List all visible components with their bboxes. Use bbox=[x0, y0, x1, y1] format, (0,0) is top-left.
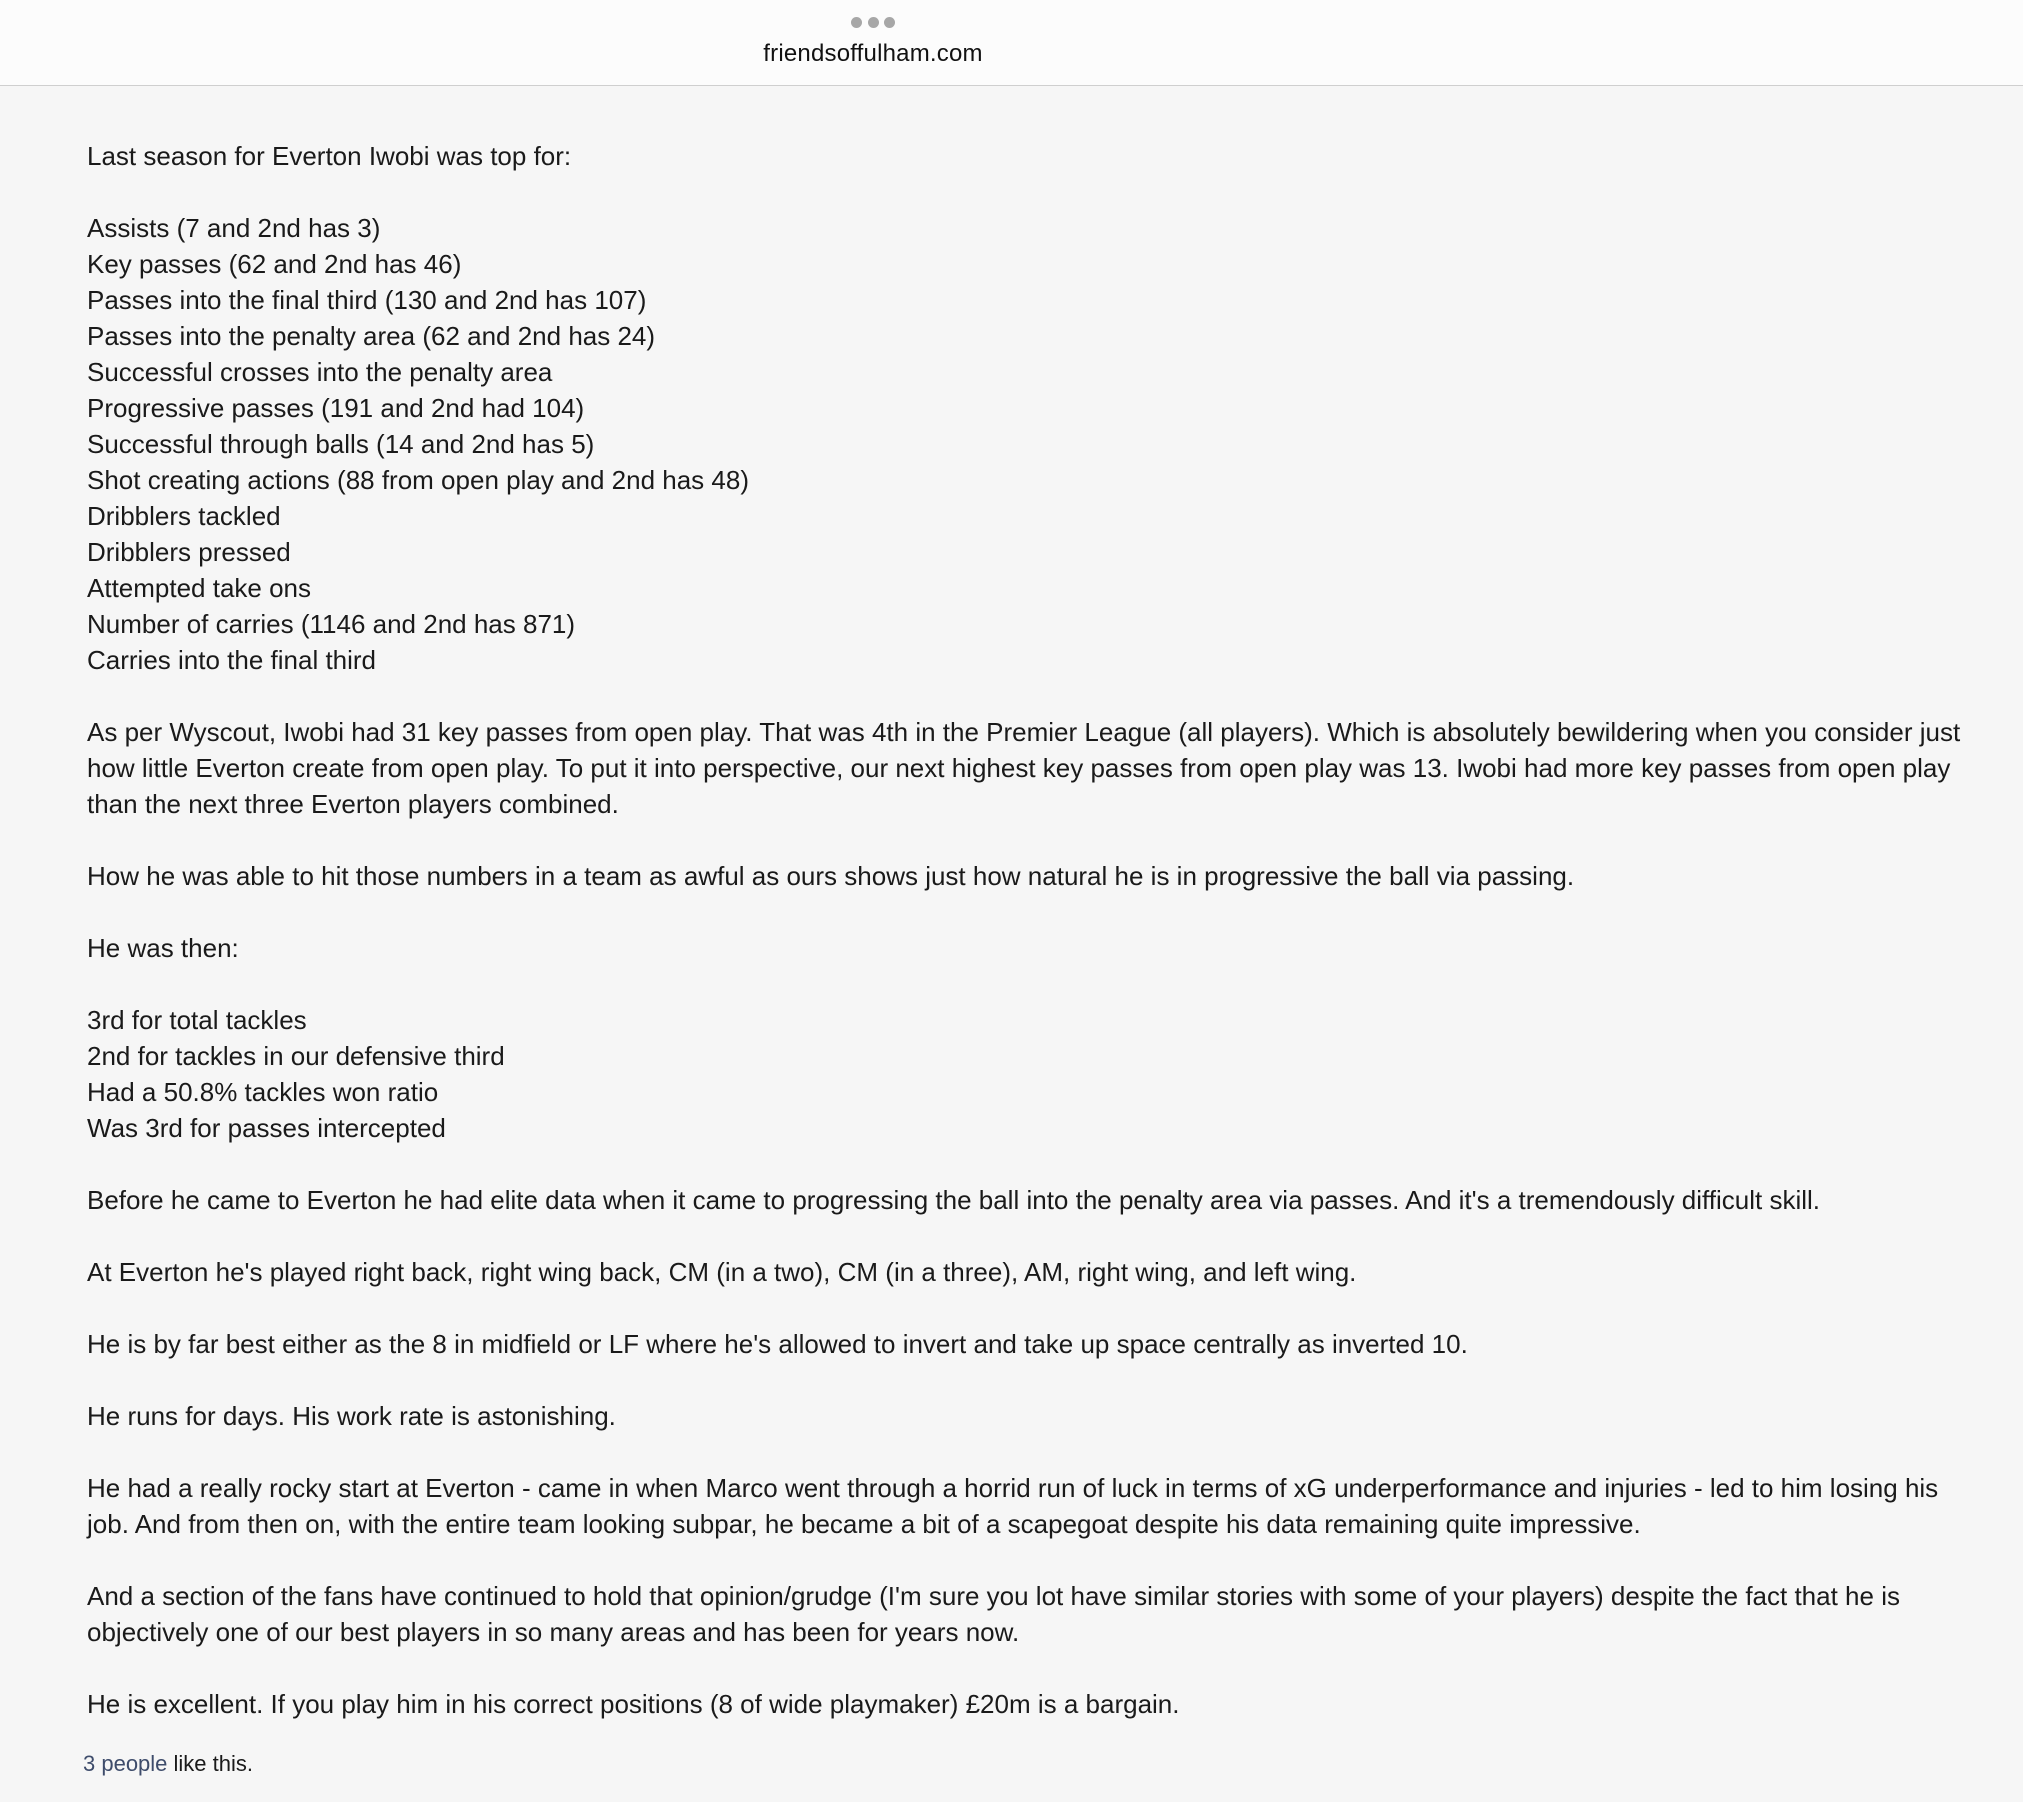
likes-summary bbox=[83, 1751, 253, 1777]
list-item: 2nd for tackles in our defensive third bbox=[87, 1041, 505, 1071]
best-role-paragraph: He is by far best either as the 8 in midfield or LF where he's allowed to invert and take up space centrally as inverted 10. bbox=[87, 1329, 1468, 1359]
work-rate-paragraph: He runs for days. His work rate is astonishing. bbox=[87, 1401, 616, 1431]
list-item: Dribblers tackled bbox=[87, 501, 281, 531]
site-domain[interactable]: friendsoffulham.com bbox=[763, 40, 983, 67]
before-paragraph: Before he came to Everton he had elite data when it came to progressing the ball into the penalty area via passes. And it's a tremendously difficult skill. bbox=[87, 1185, 1821, 1215]
list-item: Progressive passes (191 and 2nd had 104) bbox=[87, 393, 585, 423]
conclusion-paragraph: He is excellent. If you play him in his correct positions (8 of wide playmaker) £20m is a bargain. bbox=[87, 1689, 1180, 1719]
list-item: Passes into the penalty area (62 and 2nd has 24) bbox=[87, 321, 656, 351]
numbers-paragraph: How he was able to hit those numbers in a team as awful as ours shows just how natural he is in progressive the ball via passing. bbox=[87, 861, 1575, 891]
list-item: 3rd for total tackles bbox=[87, 1005, 307, 1035]
dot bbox=[868, 17, 879, 28]
likes-people-link[interactable]: 3 people bbox=[83, 1751, 168, 1776]
list-item: Had a 50.8% tackles won ratio bbox=[87, 1077, 439, 1107]
list-item: Number of carries (1146 and 2nd has 871) bbox=[87, 609, 576, 639]
list-item: Dribblers pressed bbox=[87, 537, 291, 567]
list-item: Assists (7 and 2nd has 3) bbox=[87, 213, 381, 243]
forum-post-body bbox=[87, 138, 1977, 1758]
top-for-list bbox=[87, 210, 1977, 678]
browser-address-bar bbox=[0, 0, 2023, 86]
list-item: Key passes (62 and 2nd has 46) bbox=[87, 249, 462, 279]
rocky-start-paragraph: He had a really rocky start at Everton - came in when Marco went through a horrid run of luck in terms of xG underperformance and injuries - led to him losing his job. And from then on, with the entire team looking subpar, he became a bit of a scapegoat despite his data remaining quite impressive. bbox=[87, 1473, 1939, 1539]
positions-paragraph: At Everton he's played right back, right wing back, CM (in a two), CM (in a three), AM, right wing, and left wing. bbox=[87, 1257, 1357, 1287]
list-item: Carries into the final third bbox=[87, 645, 377, 675]
post-intro: Last season for Everton Iwobi was top for: bbox=[87, 141, 572, 171]
list-item: Attempted take ons bbox=[87, 573, 312, 603]
list-item: Passes into the final third (130 and 2nd has 107) bbox=[87, 285, 647, 315]
more-dots-icon[interactable] bbox=[851, 16, 895, 28]
likes-suffix: like this. bbox=[167, 1751, 254, 1776]
dot bbox=[884, 17, 895, 28]
list-item: Successful through balls (14 and 2nd has 5) bbox=[87, 429, 595, 459]
then-intro: He was then: bbox=[87, 933, 239, 963]
then-list bbox=[87, 1002, 1977, 1146]
dot bbox=[851, 17, 862, 28]
wyscout-paragraph: As per Wyscout, Iwobi had 31 key passes from open play. That was 4th in the Premier League (all players). Which is absolutely bewildering when you consider just how little Everton create from open play. To put it into perspective, our next highest key passes from open play was 13. Iwobi had more key passes from open play than the next three Everton players combined. bbox=[87, 717, 1961, 819]
list-item: Shot creating actions (88 from open play and 2nd has 48) bbox=[87, 465, 749, 495]
list-item: Successful crosses into the penalty area bbox=[87, 357, 553, 387]
list-item: Was 3rd for passes intercepted bbox=[87, 1113, 446, 1143]
fans-paragraph: And a section of the fans have continued to hold that opinion/grudge (I'm sure you lot have similar stories with some of your players) despite the fact that he is objectively one of our best players in so many areas and has been for years now. bbox=[87, 1581, 1900, 1647]
